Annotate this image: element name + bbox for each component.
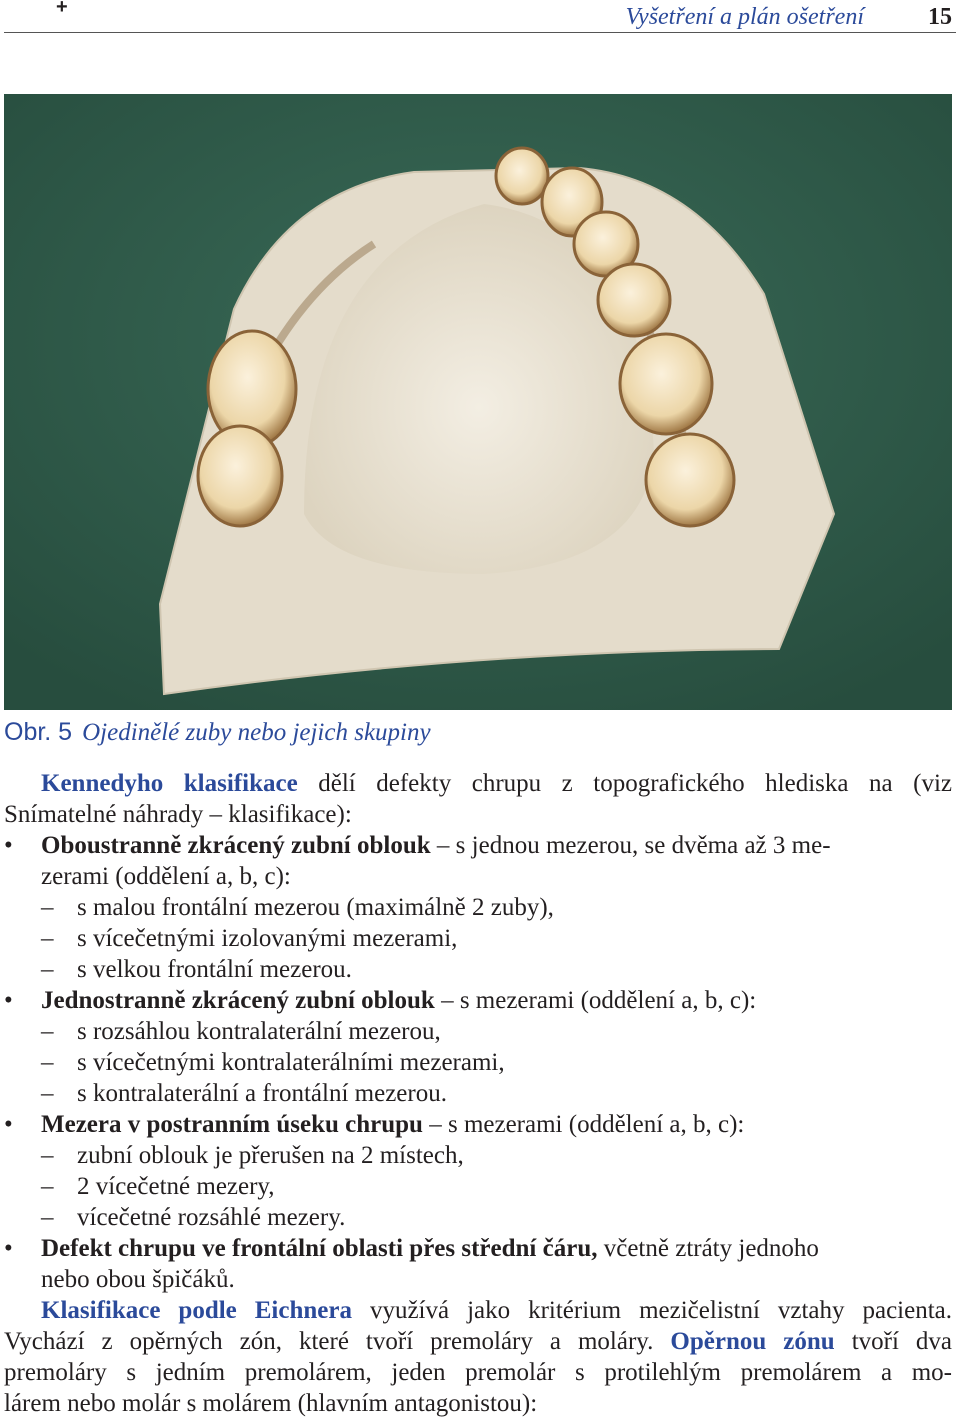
running-title: Vyšetření a plán ošetření <box>625 4 864 30</box>
dash-item: – s velkou frontální mezerou. <box>41 956 352 983</box>
bullet-item: • Jednostranně zkrácený zubní oblouk – s mezerami (oddělení a, b, c): <box>4 987 757 1014</box>
canine-tooth <box>496 148 548 204</box>
dental-cast-photo <box>4 94 952 710</box>
dash-item: – s kontralaterální a frontální mezerou. <box>41 1080 447 1107</box>
body-text <box>4 768 952 1419</box>
bullet-continuation: zerami (oddělení a, b, c): <box>41 863 291 890</box>
caption-number: Obr. 5 <box>4 718 73 746</box>
paragraph-kennedy-line: Snímatelné náhrady – klasifikace): <box>4 801 352 828</box>
bullet-continuation: nebo obou špičáků. <box>41 1266 235 1293</box>
bullet-mark: • <box>4 1111 13 1138</box>
paragraph-eichner-line: Klasifikace podle Eichnera využívá jako kritérium mezičelistní vztahy pacienta. <box>41 1297 953 1324</box>
dash-item: – zubní oblouk je přerušen na 2 místech, <box>41 1142 464 1169</box>
header-rule <box>4 32 956 33</box>
support-zone-term: Opěrnou zónu <box>670 1328 835 1355</box>
dash-item: – vícečetné rozsáhlé mezery. <box>41 1204 346 1231</box>
paragraph-support-zone-line: Vychází z opěrných zón, které tvoří premoláry a moláry. Opěrnou zónu tvoří dva <box>4 1328 952 1355</box>
dash-item: – s vícečetnými kontralaterálními mezerami, <box>41 1049 505 1076</box>
bullet-mark: • <box>4 987 13 1014</box>
right-molar <box>620 334 712 434</box>
paragraph-support-zone-line: premoláry s jedním premolárem, jeden premolár s protilehlým premolárem a mo- <box>4 1359 952 1386</box>
paragraph-support-zone-line: lárem nebo molár s molárem (hlavním antagonistou): <box>4 1390 538 1417</box>
dash-item: – s malou frontální mezerou (maximálně 2 zuby), <box>41 894 554 921</box>
header-plus-mark: + <box>56 0 68 18</box>
paragraph-kennedy-line: Kennedyho klasifikace dělí defekty chrupu z topografického hlediska na (viz <box>41 770 953 797</box>
bullet-item: • Mezera v postranním úseku chrupu – s mezerami (oddělení a, b, c): <box>4 1111 745 1138</box>
eichner-classification-term: Klasifikace podle Eichnera <box>41 1297 352 1324</box>
figure-caption <box>4 718 431 747</box>
dash-item: – 2 vícečetné mezery, <box>41 1173 275 1200</box>
kennedy-classification-term: Kennedyho klasifikace <box>41 770 298 797</box>
page-number: 15 <box>928 4 952 30</box>
right-molar <box>646 434 734 526</box>
caption-text: Ojedinělé zuby nebo jejich skupiny <box>82 719 431 746</box>
left-molar <box>198 426 282 526</box>
premolar-tooth <box>598 264 670 336</box>
dash-item: – s rozsáhlou kontralaterální mezerou, <box>41 1018 441 1045</box>
dash-item: – s vícečetnými izolovanými mezerami, <box>41 925 458 952</box>
bullet-item: • Oboustranně zkrácený zubní oblouk – s jednou mezerou, se dvěma až 3 me- <box>4 832 831 859</box>
dental-cast-illustration <box>4 94 952 710</box>
bullet-mark: • <box>4 1235 13 1262</box>
bullet-item: • Defekt chrupu ve frontální oblasti přes střední čáru, včetně ztráty jednoho <box>4 1235 819 1262</box>
bullet-mark: • <box>4 832 13 859</box>
